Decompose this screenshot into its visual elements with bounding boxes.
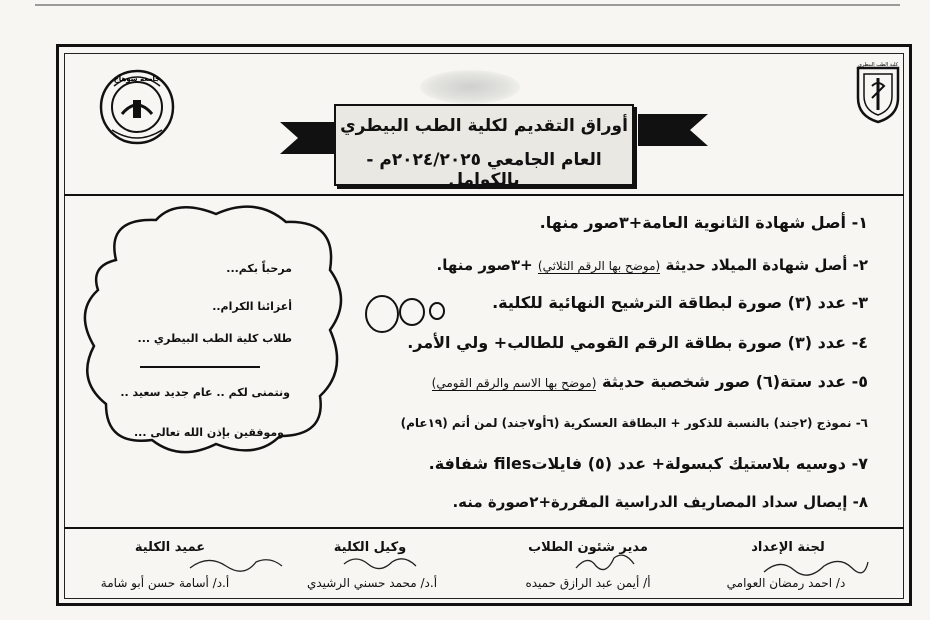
requirement-text: أصل شهادة الثانوية العامة+٣صور منها.: [539, 213, 847, 232]
cloud-line: ونتمنى لكم .. عام جديد سعيد ..: [120, 386, 290, 399]
university-logo: [98, 66, 176, 148]
signature-name: د/ احمد رمضان العوامي: [726, 576, 846, 590]
requirement-number: ٨-: [852, 493, 868, 511]
handwritten-signature: [340, 550, 420, 576]
requirement-item: [540, 213, 868, 232]
requirement-item: [437, 256, 868, 274]
cloud-line: وموفقين بإذن الله تعالى ...: [134, 426, 284, 439]
faculty-logo: [854, 58, 902, 124]
requirement-text: عدد (٣) صورة لبطاقة الترشيح النهائية للكلية.: [492, 293, 847, 312]
handwritten-signature: [186, 552, 286, 578]
requirement-number: ٧-: [851, 454, 868, 473]
signature-title: وكيل الكلية: [333, 540, 407, 555]
requirement-number: ٢-: [852, 256, 868, 274]
university-logo-text: جامعة سوهاج: [113, 75, 161, 83]
requirement-number: ١-: [851, 213, 868, 232]
requirement-number: ٦-: [855, 416, 868, 430]
footer-divider: [64, 527, 904, 529]
handwritten-signature: [570, 548, 640, 578]
signature-title: عميد الكلية: [134, 540, 206, 555]
requirement-number: ٥-: [851, 372, 868, 391]
requirement-suffix: +٣صور منها.: [436, 256, 533, 274]
requirement-item: [429, 454, 868, 473]
top-scan-line: [35, 4, 900, 6]
signature-name: أ.د/ أسامة حسن أبو شامة: [100, 576, 230, 590]
requirement-number: ٣-: [851, 293, 868, 312]
academic-year: العام الجامعي ٢٠٢٤/٢٠٢٥م - بالكوامل: [366, 150, 602, 190]
requirement-text: نموذج (٢جند) بالنسبة للذكور + البطاقة العسكرية (٦أو٧جند) لمن أتم (١٩عام): [400, 416, 852, 430]
welcome-cloud: [76, 200, 346, 462]
signature-name: أ/ أيمن عبد الرازق حميده: [525, 576, 651, 590]
cloud-line: أعزائنا الكرام..: [212, 300, 292, 313]
banner-ribbon-right: [638, 110, 718, 150]
requirement-item: [401, 416, 868, 430]
requirement-text: إيصال سداد المصاريف الدراسية المقررة+٢صورة منه.: [452, 493, 848, 511]
handwritten-signature: [760, 554, 870, 580]
requirement-note: (موضح بها الاسم والرقم القومي): [431, 376, 597, 390]
scan-smudge: [420, 70, 520, 104]
requirement-text: عدد (٣) صورة بطاقة الرقم القومي للطالب+ ولي الأمر.: [407, 333, 847, 352]
header-divider: [64, 194, 904, 196]
cloud-divider: [140, 366, 260, 368]
requirement-text: أصل شهادة الميلاد حديثة: [665, 256, 848, 274]
thought-bubbles: [360, 284, 460, 344]
requirement-text: عدد ستة(٦) صور شخصية حديثة: [602, 372, 847, 391]
signature-name: أ.د/ محمد حسني الرشيدي: [306, 576, 438, 590]
signature-title: لجنة الإعداد: [751, 540, 825, 555]
cloud-line: مرحباً بكم...: [226, 262, 292, 275]
requirement-number: ٤-: [851, 333, 868, 352]
requirement-text: دوسيه بلاستيك كبسولة+ عدد (٥) فايلاتfiles شفافة.: [428, 454, 847, 473]
faculty-logo-text: كلية الطب البيطري: [857, 62, 899, 68]
cloud-line: طلاب كلية الطب البيطري ...: [137, 332, 292, 345]
signature-title: مدير شئون الطلاب: [528, 540, 648, 555]
title-banner: [334, 104, 634, 190]
requirement-item: [432, 372, 868, 391]
document-title: أوراق التقديم لكلية الطب البيطري: [340, 116, 628, 136]
requirement-note: (موضح بها الرقم الثلاثي): [537, 259, 661, 273]
requirement-item: [492, 293, 868, 312]
requirement-item: [452, 493, 868, 511]
requirement-item: [407, 333, 868, 352]
